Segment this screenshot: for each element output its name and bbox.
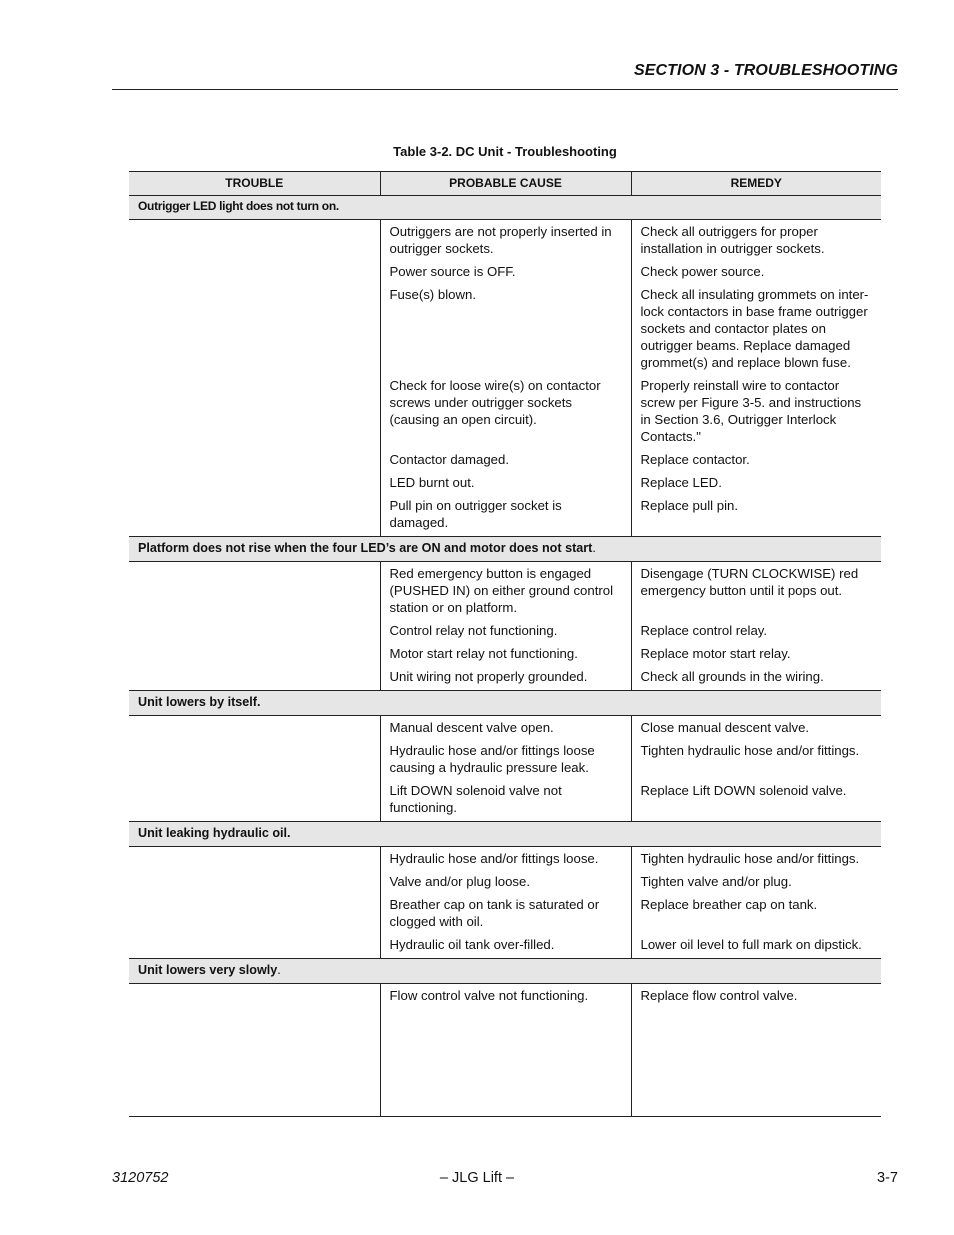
remedy-cell: Replace control relay. — [640, 623, 768, 638]
table-row — [129, 893, 881, 933]
trouble-cell-empty — [129, 642, 380, 665]
table-row — [129, 260, 881, 283]
trouble-text: Unit lowers by itself. — [138, 695, 261, 709]
probable-cause-cell: Hydraulic hose and/or fittings loose causing a hydraulic pressure leak. — [380, 739, 631, 779]
trouble-text: Unit leaking hydraulic oil. — [138, 826, 291, 840]
table-row — [129, 562, 881, 620]
table-row — [129, 739, 881, 779]
probable-cause-cell: LED burnt out. — [380, 471, 631, 494]
table-row — [129, 870, 881, 893]
table-row — [129, 619, 881, 642]
trouble-cell-empty — [129, 933, 380, 959]
remedy-cell: Tighten valve and/or plug. — [640, 874, 792, 889]
remedy-cell: Lower oil level to full mark on dipstick. — [640, 937, 862, 952]
trouble-cell-empty — [129, 716, 380, 740]
trouble-cell-empty — [129, 665, 380, 691]
trouble-heading — [129, 196, 881, 220]
trouble-cell-empty — [129, 374, 380, 448]
table-row — [129, 984, 881, 1117]
column-header-trouble: TROUBLE — [129, 172, 380, 196]
table-row — [129, 847, 881, 871]
probable-cause-cell: Fuse(s) blown. — [380, 283, 631, 374]
remedy-cell: Check all insulating grommets on inter-lock contactors in base frame outrigger sockets and contactor plates on outrigger beams. Replace damaged grommet(s) and replace blown fuse. — [640, 287, 869, 370]
table-row — [129, 494, 881, 537]
troubleshooting-table — [129, 171, 881, 1117]
trouble-section-row — [129, 959, 881, 984]
trouble-text: Unit lowers very slowly — [138, 963, 278, 977]
table-header-row — [129, 172, 881, 196]
probable-cause-cell: Red emergency button is engaged (PUSHED IN) on either ground control station or on platform. — [380, 562, 631, 620]
remedy-cell: Properly reinstall wire to contactor screw per Figure 3-5. and instructions in Section 3.6, Outrigger Interlock Contacts." — [640, 378, 862, 444]
table-row — [129, 642, 881, 665]
table-row — [129, 448, 881, 471]
trouble-heading — [129, 959, 881, 984]
probable-cause-cell: Manual descent valve open. — [380, 716, 631, 740]
trouble-cell-empty — [129, 471, 380, 494]
trouble-cell-empty — [129, 619, 380, 642]
remedy-cell: Close manual descent valve. — [640, 720, 810, 735]
trouble-cell-empty — [129, 893, 380, 933]
trouble-cell-empty — [129, 220, 380, 261]
probable-cause-cell: Valve and/or plug loose. — [380, 870, 631, 893]
footer-publisher: – JLG Lift – — [439, 1170, 515, 1186]
trouble-cell-empty — [129, 494, 380, 537]
trouble-cell-empty — [129, 984, 380, 1117]
remedy-cell: Check all outriggers for proper installation in outrigger sockets. — [640, 224, 825, 256]
trouble-cell-empty — [129, 739, 380, 779]
table-row — [129, 283, 881, 374]
trouble-section-row — [129, 196, 881, 220]
remedy-cell: Check all grounds in the wiring. — [640, 669, 824, 684]
table-row — [129, 220, 881, 261]
trouble-cell-empty — [129, 847, 380, 871]
remedy-cell: Replace breather cap on tank. — [640, 897, 818, 912]
remedy-cell: Replace flow control valve. — [631, 984, 881, 1117]
table-row — [129, 779, 881, 822]
probable-cause-cell: Hydraulic oil tank over-filled. — [380, 933, 631, 959]
trouble-heading — [129, 537, 881, 562]
column-header-probable-cause: PROBABLE CAUSE — [380, 172, 631, 196]
section-title: SECTION 3 - TROUBLESHOOTING — [633, 62, 898, 79]
table-row — [129, 665, 881, 691]
trouble-cell-empty — [129, 870, 380, 893]
probable-cause-cell: Motor start relay not functioning. — [380, 642, 631, 665]
trouble-section-row — [129, 691, 881, 716]
trouble-text-tail: . — [592, 541, 596, 555]
trouble-cell-empty — [129, 562, 380, 620]
trouble-heading — [129, 822, 881, 847]
trouble-text: Platform does not rise when the four LED’s are ON and motor does not start — [138, 541, 593, 555]
remedy-cell: Check power source. — [640, 264, 765, 279]
probable-cause-cell: Breather cap on tank is saturated or clogged with oil. — [380, 893, 631, 933]
remedy-cell: Replace LED. — [640, 475, 722, 490]
trouble-heading — [129, 691, 881, 716]
probable-cause-cell: Flow control valve not functioning. — [380, 984, 631, 1117]
remedy-cell: Tighten hydraulic hose and/or fittings. — [640, 743, 860, 758]
probable-cause-cell: Pull pin on outrigger socket is damaged. — [380, 494, 631, 537]
remedy-cell: Disengage (TURN CLOCKWISE) red emergency button until it pops out. — [640, 566, 859, 598]
remedy-cell: Replace Lift DOWN solenoid valve. — [640, 783, 847, 798]
probable-cause-cell: Lift DOWN solenoid valve not functioning. — [380, 779, 631, 822]
remedy-cell: Replace contactor. — [640, 452, 750, 467]
probable-cause-cell: Check for loose wire(s) on contactor screws under outrigger sockets (causing an open circuit). — [380, 374, 631, 448]
table-body — [129, 196, 881, 1117]
remedy-cell: Tighten hydraulic hose and/or fittings. — [640, 851, 860, 866]
remedy-cell: Replace motor start relay. — [640, 646, 791, 661]
probable-cause-cell: Unit wiring not properly grounded. — [380, 665, 631, 691]
table-row — [129, 471, 881, 494]
trouble-text: Outrigger LED light does not turn on. — [138, 199, 339, 213]
table-row — [129, 374, 881, 448]
trouble-cell-empty — [129, 260, 380, 283]
table-row — [129, 716, 881, 740]
table-row — [129, 933, 881, 959]
page-header — [112, 62, 898, 90]
trouble-text-tail: . — [277, 963, 281, 977]
remedy-cell: Replace pull pin. — [640, 498, 739, 513]
probable-cause-cell: Control relay not functioning. — [380, 619, 631, 642]
trouble-cell-empty — [129, 448, 380, 471]
trouble-cell-empty — [129, 283, 380, 374]
column-header-remedy: REMEDY — [631, 172, 881, 196]
table-caption: Table 3-2. DC Unit - Troubleshooting — [393, 144, 617, 159]
probable-cause-cell: Contactor damaged. — [380, 448, 631, 471]
document-number: 3120752 — [112, 1170, 169, 1186]
trouble-cell-empty — [129, 779, 380, 822]
probable-cause-cell: Hydraulic hose and/or fittings loose. — [380, 847, 631, 871]
probable-cause-cell: Outriggers are not properly inserted in outrigger sockets. — [380, 220, 631, 261]
trouble-section-row — [129, 822, 881, 847]
page-number: 3-7 — [877, 1170, 898, 1186]
trouble-section-row — [129, 537, 881, 562]
probable-cause-cell: Power source is OFF. — [380, 260, 631, 283]
